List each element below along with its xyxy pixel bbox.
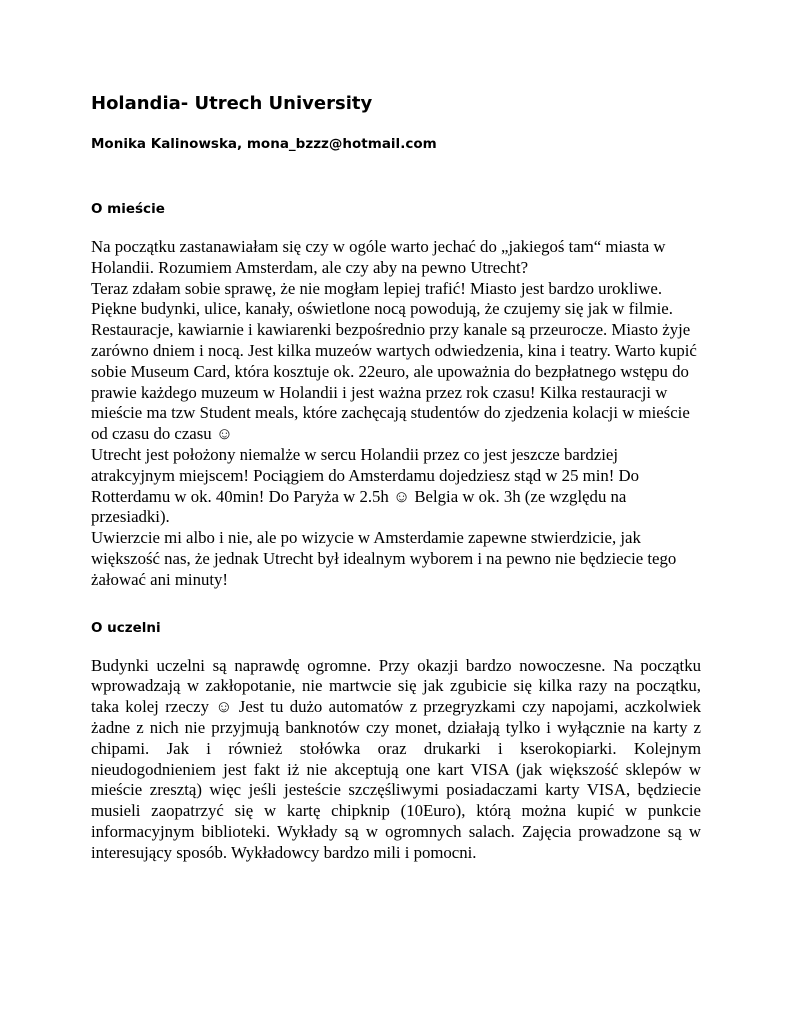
paragraph: Na początku zastanawiałam się czy w ogóle warto jechać do „jakiegoś tam“ miasta w Holandii. Rozumiem Amsterdam, ale czy aby na pewno Utrecht? [91,237,666,277]
paragraph: Teraz zdałam sobie sprawę, że nie mogłam lepiej trafić! Miasto jest bardzo urokliwe. Piękne budynki, ulice, kanały, oświetlone nocą powodują, że czujemy się jak w filmie. Restauracje, kawiarnie i kawiarenki bezpośrednio przy kanale są przeurocze. Miasto żyje zarówno dniem i nocą. Jest kilka muzeów wartych odwiedzenia, kina i teatry. Warto kupić sobie Museum Card, która kosztuje ok. 22euro, ale upoważnia do bezpłatnego wstępu do prawie każdego muzeum w Holandii i jest ważna przez rok czasu! Kilka restauracji w mieście ma tzw Student meals, które zachęcają studentów do zjedzenia kolacji w mieście od czasu do czasu ☺ [91,278,697,444]
section-body-city [91,237,701,591]
document-title: Holandia- Utrech University [91,93,373,114]
section-body-university [91,656,701,864]
section-heading-university: O uczelni [91,619,161,636]
section-heading-city: O mieście [91,201,165,217]
document-page [91,92,701,864]
paragraph: Uwierzcie mi albo i nie, ale po wizycie w Amsterdamie zapewne stwierdzicie, jak większość nas, że jednak Utrecht był idealnym wyborem i na pewno nie będziecie tego żałować ani minuty! [91,528,677,589]
author-line: Monika Kalinowska, mona_bzzz@hotmail.com [91,136,437,152]
paragraph: Utrecht jest położony niemalże w sercu Holandii przez co jest jeszcze bardziej atrakcyjnym miejscem! Pociągiem do Amsterdamu dojedziesz stąd w 25 min! Do Rotterdamu w ok. 40min! Do Paryża w 2.5h ☺ Belgia w ok. 3h (ze względu na przesiadki). [91,444,640,527]
paragraph: Budynki uczelni są naprawdę ogromne. Przy okazji bardzo nowoczesne. Na początku wprowadzają w zakłopotanie, nie martwcie się jak zgubicie się kilka razy na początku, taka kolej rzeczy ☺ Jest tu dużo automatów z przegryzkami czy napojami, aczkolwiek żadne z nich nie przyjmują banknotów czy monet, działają tylko i wyłącznie na karty z chipami. Jak i również stołówka oraz drukarki i kserokopiarki. Kolejnym nieudogodnieniem jest fakt iż nie akceptują one kart VISA (jak większość sklepów w mieście zresztą) więc jeśli jesteście szczęśliwymi posiadaczami karty VISA, będziecie musieli zaopatrzyć się w kartę chipknip (10Euro), którą można kupić w punkcie informacyjnym biblioteki. Wykłady są w ogromnych salach. Zajęcia prowadzone są w interesujący sposób. Wykładowcy bardzo mili i pomocni. [91,655,701,862]
